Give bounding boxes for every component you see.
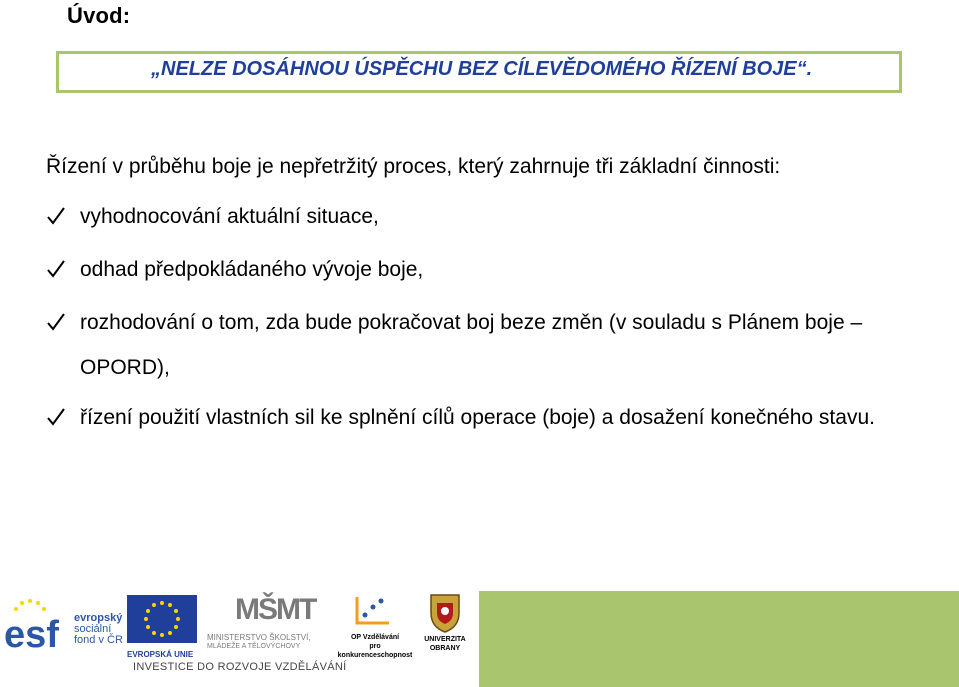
msmt-mark: MŠMT [235,593,316,626]
footer-green-block [479,591,959,687]
page-heading: Úvod: [67,3,131,28]
op-text [333,633,417,660]
esf-mark-text: esf [4,614,59,655]
bullet-text: řízení použití vlastních sil ke splnění cílů operace (boje) a dosažení konečného stavu. [80,406,875,429]
motto-text: „NELZE DOSÁHNOU ÚSPĚCHU BEZ CÍLEVĚDOMÉHO ŘÍZENÍ BOJE“. [151,58,813,80]
msmt-text [207,633,311,651]
investment-slogan: INVESTICE DO ROZVOJE VZDĚLÁVÁNÍ [133,661,347,673]
esf-text [74,613,123,646]
esf-logo [4,595,124,657]
bullet-text: rozhodování o tom, zda bude pokračovat boj beze změn (v souladu s Plánem boje – OPORD), [80,311,863,379]
op-mark-icon [353,593,393,629]
msmt-text-line: MLÁDEŽE A TĚLOVÝCHOVY [207,643,301,650]
university-text-line: UNIVERZITA [424,636,466,643]
logo-strip [0,591,476,687]
msmt-text-line: MINISTERSTVO ŠKOLSTVÍ, [207,633,311,642]
eu-flag-icon [127,595,197,643]
university-logo [418,591,472,657]
esf-text-line: fond v ČR [74,634,123,646]
intro-text: Řízení v průběhu boje je nepřetržitý proces, který zahrnuje tři základní činnosti: [46,155,781,178]
checkmark-icon [46,205,66,227]
esf-mark-icon [4,595,74,655]
checkmark-icon [46,258,66,280]
esf-text-line: evropský [74,612,123,624]
university-text-line: OBRANY [429,645,461,652]
footer [0,591,959,687]
eu-label: EVROPSKÁ UNIE [127,650,194,659]
op-text-line: OP Vzdělávání [350,634,400,641]
op-logo [333,593,417,659]
university-text [418,635,472,653]
bullet-text: odhad předpokládaného vývoje boje, [80,258,424,281]
university-shield-icon [428,591,462,633]
bullet-text: vyhodnocování aktuální situace, [80,205,379,228]
op-text-line: pro konkurenceschopnost [337,643,413,659]
msmt-logo [207,593,329,655]
esf-text-line: sociální [74,623,112,635]
checkmark-icon [46,406,66,428]
eu-logo [127,595,199,657]
motto-box [56,51,902,93]
checkmark-icon [46,311,66,333]
